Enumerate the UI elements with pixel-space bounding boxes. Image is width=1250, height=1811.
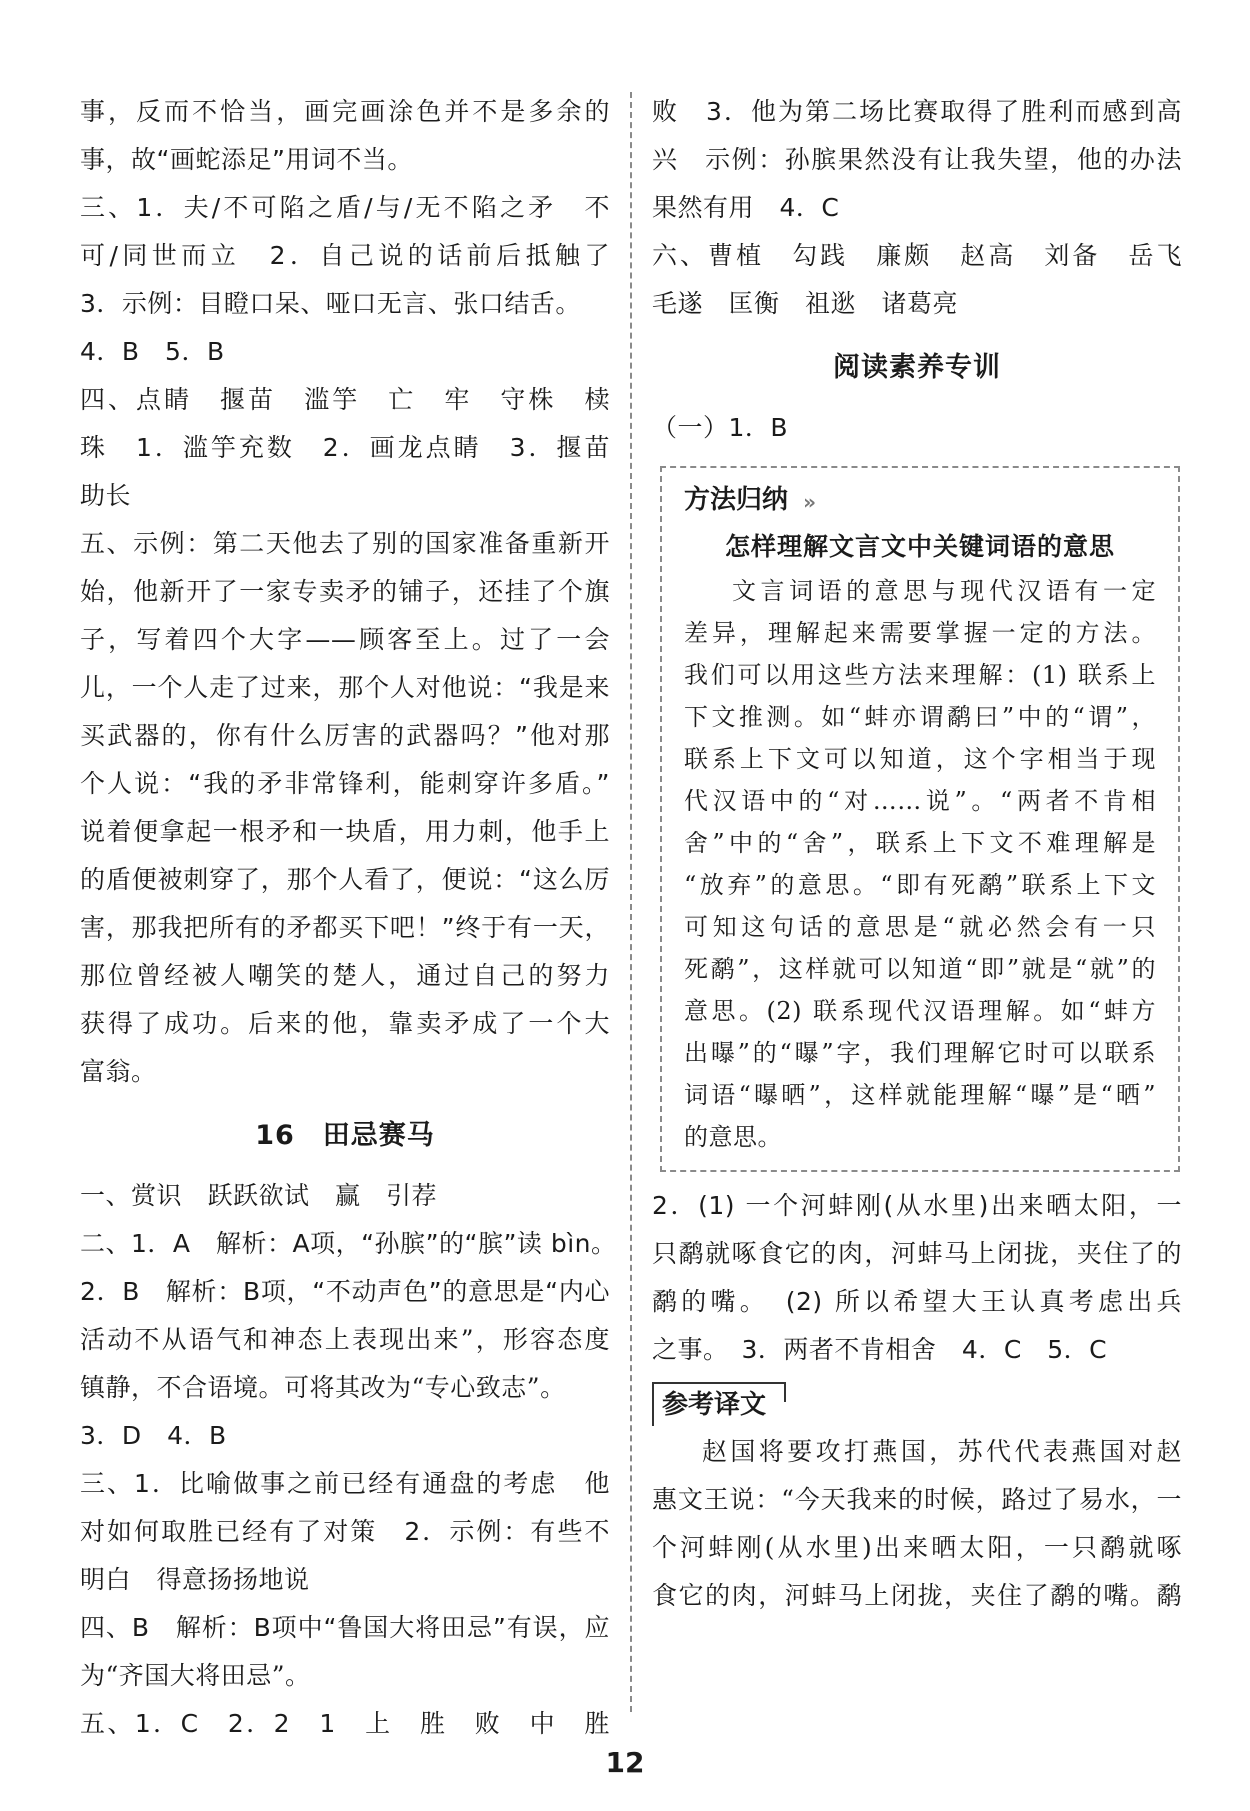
text-line: 代汉语中的“对……说”。“两者不肯相 [684,787,1156,815]
text-line: 四、B 解析：B项中“鲁国大将田忌”有误，应 [80,1613,610,1642]
text-line: 之事。 3．两者不肯相舍 4．C 5．C [652,1335,1108,1364]
text-line: 词语“曝晒”，这样就能理解“曝”是“晒” [684,1081,1156,1109]
text-line: 我们可以用这些方法来理解：(1) 联系上 [684,661,1156,689]
text-line: 可知这句话的意思是“就必然会有一只 [684,913,1156,941]
text-line: 文言词语的意思与现代汉语有一定 [732,577,1156,605]
section-title: 阅读素养专训 [833,352,1001,383]
right-column [652,88,1182,1620]
method-box-title: 怎样理解文言文中关键词语的意思 [724,532,1115,561]
double-chevron-icon: » [803,490,817,514]
text-line: 事，反而不恰当，画完画涂色并不是多余的 [80,97,610,126]
text-line: 活动不从语气和神态上表现出来”，形容态度 [80,1325,610,1354]
text-line: 差异，理解起来需要掌握一定的方法。 [684,619,1156,647]
text-line: 五、示例：第二天他去了别的国家准备重新开 [80,529,610,558]
text-line: 珠 1．滥竽充数 2．画龙点睛 3．揠苗 [80,433,610,462]
text-line: 2．(1) 一个河蚌刚(从水里)出来晒太阳，一 [652,1191,1182,1220]
text-line: 获得了成功。后来的他，靠卖矛成了一个大 [80,1009,610,1038]
right-answers-block-1 [652,88,1182,328]
text-line: 只鹬就啄食它的肉，河蚌马上闭拢，夹住了的 [652,1239,1182,1268]
text-line: “放弃”的意思。“即有死鹬”联系上下文 [684,871,1156,899]
text-line: 四、点睛 揠苗 滥竽 亡 牢 守株 椟 [80,385,610,414]
text-line: 败 3．他为第二场比赛取得了胜利而感到高 [652,97,1182,126]
text-line: （一）1．B [652,413,789,442]
text-line: 那位曾经被人嘲笑的楚人，通过自己的努力 [80,961,610,990]
text-line: 赵国将要攻打燕国，苏代代表燕国对赵 [702,1437,1182,1466]
text-line: 助长 [80,481,132,510]
text-line: 六、曹植 勾践 廉颇 赵高 刘备 岳飞 [652,241,1182,270]
text-line: 果然有用 4．C [652,193,840,222]
text-line: 个河蚌刚(从水里)出来晒太阳，一只鹬就啄 [652,1533,1182,1562]
text-line: 食它的肉，河蚌马上闭拢，夹住了鹬的嘴。鹬 [652,1581,1182,1610]
text-line: 死鹬”，这样就可以知道“即”就是“就”的 [684,955,1156,983]
text-line: 富翁。 [80,1057,157,1086]
text-line: 下文推测。如“蚌亦谓鹬曰”中的“谓”， [684,703,1156,731]
right-answers-block-2 [652,1182,1182,1374]
text-line: 说着便拿起一根矛和一块盾，用力刺，他手上 [80,817,610,846]
text-line: 3．示例：目瞪口呆、哑口无言、张口结舌。 [80,289,581,318]
text-line: 买武器的，你有什么厉害的武器吗？”他对那 [80,721,610,750]
translation-block [652,1428,1182,1620]
text-line: 4．B 5．B [80,337,225,366]
page-number: 12 [605,1746,645,1779]
left-column [80,88,617,1748]
text-line: 的盾便被刺穿了，那个人看了，便说：“这么厉 [80,865,610,894]
section-title: 16 田忌赛马 [255,1120,435,1151]
text-line: 为“齐国大将田忌”。 [80,1661,311,1690]
text-line: 出曝”的“曝”字，我们理解它时可以联系 [684,1039,1156,1067]
text-line: 儿，一个人走了过来，那个人对他说：“我是来 [80,673,610,702]
text-line: 可/同世而立 2．自己说的话前后抵触了 [80,241,610,270]
text-line: 毛遂 匡衡 祖逖 诸葛亮 [652,289,959,318]
text-line: 镇静，不合语境。可将其改为“专心致志”。 [80,1373,566,1402]
text-line: 对如何取胜已经有了对策 2．示例：有些不 [80,1517,610,1546]
text-line: 3．D 4．B [80,1421,227,1450]
text-line: 五、1．C 2．2 1 上 胜 败 中 胜 [80,1709,610,1738]
text-line: 一、赏识 跃跃欲试 赢 引荐 [80,1181,438,1210]
left-answers-block-1 [80,88,610,1096]
text-line: 明白 得意扬扬地说 [80,1565,310,1594]
text-line: 2．B 解析：B项，“不动声色”的意思是“内心 [80,1277,610,1306]
text-line: 舍”中的“舍”，联系上下文不难理解是 [684,829,1156,857]
reference-translation-tag: 参考译文 [652,1382,778,1426]
text-line: 害，那我把所有的矛都买下吧！”终于有一天， [80,913,610,942]
text-line: 三、1．比喻做事之前已经有通盘的考虑 他 [80,1469,610,1498]
text-line: 始，他新开了一家专卖矛的铺子，还挂了个旗 [80,577,610,606]
method-box-tag-label: 方法归纳 [684,485,789,515]
text-line: 惠文王说：“今天我来的时候，路过了易水，一 [652,1485,1182,1514]
method-summary-box [660,466,1180,1172]
text-line: 兴 示例：孙膑果然没有让我失望，他的办法 [652,145,1182,174]
method-box-tag [684,480,822,520]
text-line: 个人说：“我的矛非常锋利，能刺穿许多盾。” [80,769,610,798]
text-line: 事，故“画蛇添足”用词不当。 [80,145,413,174]
text-line: 二、1．A 解析：A项，“孙膑”的“膑”读 bìn。 [80,1229,617,1258]
text-line: 意思。(2) 联系现代汉语理解。如“蚌方 [684,997,1156,1025]
text-line: 子，写着四个大字——顾客至上。过了一会 [80,625,610,654]
text-line: 三、1．夫/不可陷之盾/与/无不陷之矛 不 [80,193,610,222]
column-divider [630,92,632,1712]
text-line: 的意思。 [684,1123,782,1151]
left-answers-block-2 [80,1172,617,1748]
text-line: 联系上下文可以知道，这个字相当于现 [684,745,1156,773]
text-line: 鹬的嘴。 (2) 所以希望大王认真考虑出兵 [652,1287,1182,1316]
